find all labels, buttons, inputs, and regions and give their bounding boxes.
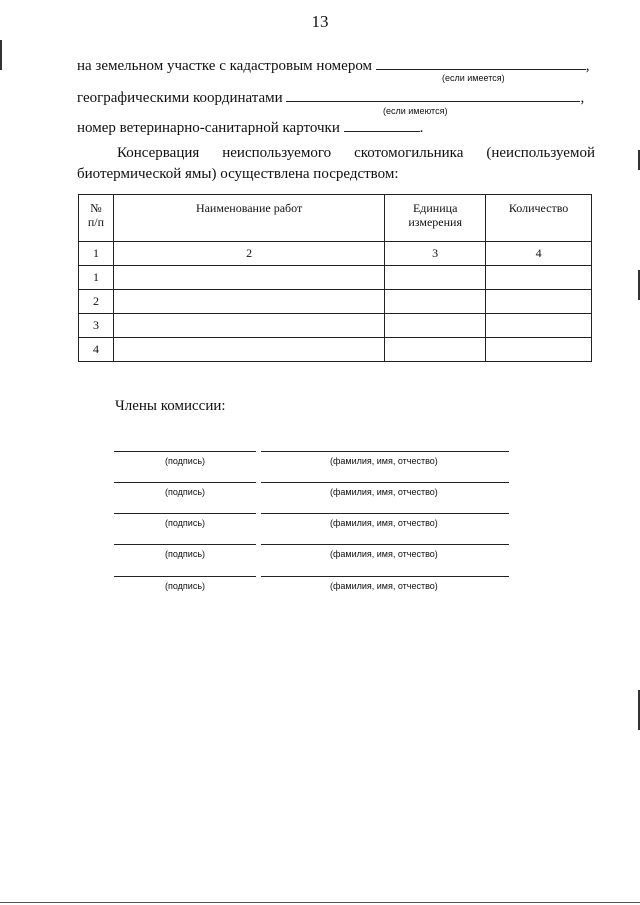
commission-title: Члены комиссии: (115, 398, 226, 414)
vet-card-line (77, 118, 423, 137)
paragraph-word: скотомогильника (354, 145, 464, 161)
table-row (79, 338, 592, 362)
row-number: 3 (79, 314, 114, 338)
cadastral-hint: (если имеется) (442, 73, 505, 83)
table-header-row (79, 195, 592, 242)
header-unit: Единица измерения (385, 195, 486, 242)
coords-line (77, 88, 584, 107)
signature-label: (подпись) (165, 487, 206, 497)
scan-bottom-edge (0, 902, 640, 903)
row-work-name (113, 338, 384, 362)
coords-comma: , (580, 90, 585, 106)
column-number: 2 (113, 242, 384, 266)
full-name-line (261, 576, 509, 577)
column-numbers-row (79, 242, 592, 266)
page-number: 13 (311, 12, 329, 31)
signature-line (114, 482, 256, 483)
row-quantity (486, 266, 592, 290)
full-name-label: (фамилия, имя, отчество) (330, 487, 438, 497)
row-quantity (486, 314, 592, 338)
full-name-line (261, 513, 509, 514)
cadastral-label: на земельном участке с кадастровым номером (77, 58, 373, 74)
paragraph-word: Консервация (117, 145, 200, 161)
cadastral-line (77, 56, 590, 75)
conservation-paragraph (77, 143, 595, 185)
full-name-label: (фамилия, имя, отчество) (330, 456, 438, 466)
row-quantity (486, 290, 592, 314)
coords-blank (286, 88, 580, 102)
row-unit (385, 338, 486, 362)
cadastral-blank (376, 56, 586, 70)
coords-hint: (если имеются) (383, 106, 448, 116)
paragraph-line-1 (77, 143, 595, 164)
full-name-line (261, 451, 509, 452)
row-unit (385, 290, 486, 314)
table-row (79, 314, 592, 338)
column-number: 3 (385, 242, 486, 266)
signature-label: (подпись) (165, 456, 206, 466)
signature-line (114, 513, 256, 514)
full-name-line (261, 482, 509, 483)
signature-line (114, 451, 256, 452)
column-number: 4 (486, 242, 592, 266)
row-quantity (486, 338, 592, 362)
row-work-name (113, 266, 384, 290)
scan-edge-left (0, 40, 2, 70)
works-table (78, 194, 592, 362)
signature-line (114, 576, 256, 577)
column-number: 1 (79, 242, 114, 266)
signature-label: (подпись) (165, 518, 206, 528)
table-row (79, 266, 592, 290)
signature-line (114, 544, 256, 545)
paragraph-word: (неиспользуемой (486, 145, 595, 161)
full-name-line (261, 544, 509, 545)
row-unit (385, 266, 486, 290)
vet-card-label: номер ветеринарно-санитарной карточки (77, 120, 340, 136)
full-name-label: (фамилия, имя, отчество) (330, 518, 438, 528)
header-work-name: Наименование работ (113, 195, 384, 242)
row-number: 1 (79, 266, 114, 290)
row-unit (385, 314, 486, 338)
paragraph-line-2: биотермической ямы) осуществлена посредством: (77, 166, 399, 182)
cadastral-comma: , (585, 58, 590, 74)
header-number: № п/п (79, 195, 114, 242)
row-number: 4 (79, 338, 114, 362)
row-work-name (113, 290, 384, 314)
table-row (79, 290, 592, 314)
signature-label: (подпись) (165, 581, 206, 591)
signature-label: (подпись) (165, 549, 206, 559)
coords-label: географическими координатами (77, 90, 283, 106)
paragraph-word: неиспользуемого (222, 145, 332, 161)
row-work-name (113, 314, 384, 338)
header-quantity: Количество (486, 195, 592, 242)
vet-card-period: . (419, 120, 424, 136)
vet-card-blank (344, 118, 420, 132)
full-name-label: (фамилия, имя, отчество) (330, 581, 438, 591)
full-name-label: (фамилия, имя, отчество) (330, 549, 438, 559)
row-number: 2 (79, 290, 114, 314)
